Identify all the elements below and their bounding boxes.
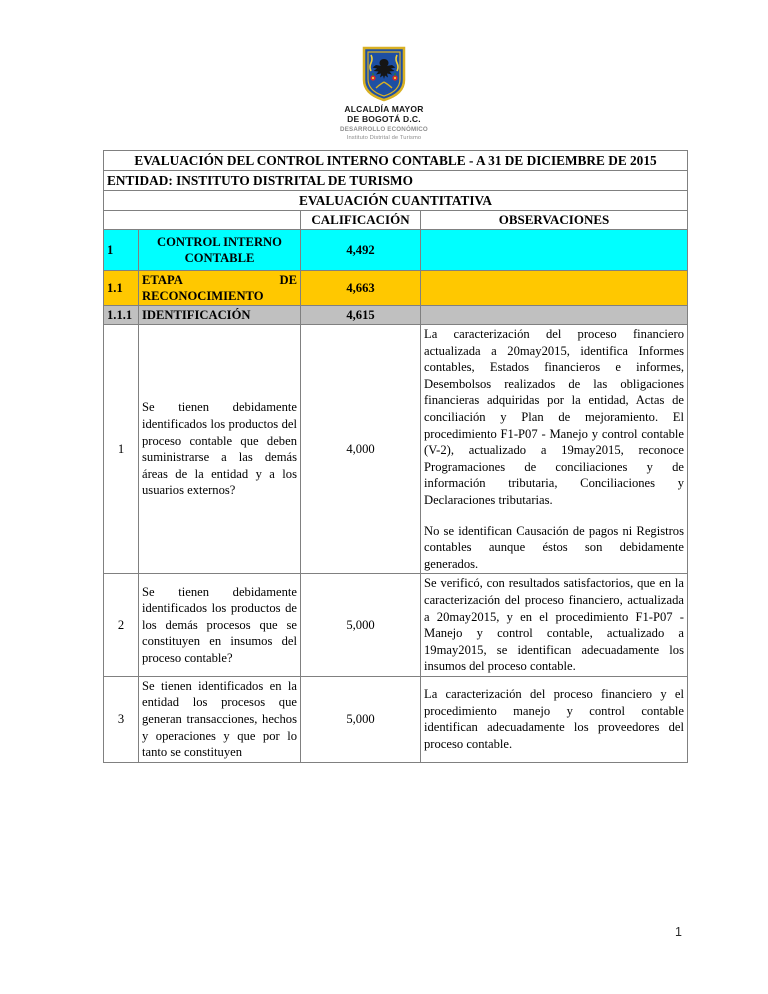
document-title: EVALUACIÓN DEL CONTROL INTERNO CONTABLE - A 31 DE DICIEMBRE DE 2015 <box>104 151 688 171</box>
question-observation <box>421 574 688 677</box>
bogota-coat-of-arms-icon <box>361 46 407 102</box>
logo-line-3: DESARROLLO ECONÓMICO <box>340 126 428 133</box>
observation-paragraph: No se identifican Causación de pagos ni Registros contables aunque éstos son debidamente generados. <box>424 523 684 571</box>
table-title-row <box>104 151 688 171</box>
summary-label: ETAPA DE RECONOCIMIENTO <box>139 271 301 306</box>
summary-code: 1 <box>104 230 139 271</box>
observation-paragraph: La caracterización del proceso financiero actualizada a 20may2015, identifica Informes contables, Estados financieros e informes, Desembolsos realizados de las obligaciones financieras adquiridas por la entidad, Actas de conciliación y Plan de mejoramiento. El procedimiento F1-P07 - Manejo y control contable (V-2), actualizado a 19may2015, reconoce Programaciones de conciliaciones y de información tributaria, Conciliaciones y Declaraciones tributarias. <box>424 327 684 507</box>
column-header-blank <box>104 211 301 230</box>
page-number: 1 <box>675 925 682 939</box>
logo-line-4: Instituto Distrital de Turismo <box>346 135 422 141</box>
question-number: 2 <box>104 574 139 677</box>
evaluation-table <box>103 150 688 763</box>
table-row <box>104 676 688 762</box>
summary-row-identificacion <box>104 306 688 325</box>
question-number: 1 <box>104 325 139 574</box>
institutional-logo <box>0 46 768 142</box>
question-score: 5,000 <box>301 676 421 762</box>
summary-observation <box>421 271 688 306</box>
table-row <box>104 325 688 574</box>
question-score: 5,000 <box>301 574 421 677</box>
column-header-observaciones: OBSERVACIONES <box>421 211 688 230</box>
table-column-header-row <box>104 211 688 230</box>
question-score: 4,000 <box>301 325 421 574</box>
summary-score: 4,615 <box>301 306 421 325</box>
table-row <box>104 574 688 677</box>
entity-label: ENTIDAD: INSTITUTO DISTRITAL DE TURISMO <box>104 171 688 191</box>
question-number: 3 <box>104 676 139 762</box>
logo-line-1: ALCALDÍA MAYOR <box>344 104 424 114</box>
question-observation <box>421 676 688 762</box>
question-observation <box>421 325 688 574</box>
question-text: Se tienen debidamente identificados los productos del proceso contable que deben suministrarse a las demás áreas de la entidad y a los usuarios externos? <box>139 325 301 574</box>
section-heading: EVALUACIÓN CUANTITATIVA <box>104 191 688 211</box>
summary-code: 1.1 <box>104 271 139 306</box>
question-text: Se tienen debidamente identificados los productos de los demás procesos que se constituyen en insumos del proceso contable? <box>139 574 301 677</box>
summary-code: 1.1.1 <box>104 306 139 325</box>
table-entity-row <box>104 171 688 191</box>
table-section-row <box>104 191 688 211</box>
summary-row-control-interno-contable <box>104 230 688 271</box>
observation-paragraph: Se verificó, con resultados satisfactorios, que en la caracterización del proceso financiero, actualizada a 20may2015, y en el procedimiento F1-P07 - Manejo y control contable, actualizado a 19may2015, se identifican adecuadamente los insumos del proceso contable. <box>424 576 684 674</box>
summary-label: CONTROL INTERNO CONTABLE <box>139 230 301 271</box>
summary-row-etapa-reconocimiento <box>104 271 688 306</box>
question-text: Se tienen identificados en la entidad los procesos que generan transacciones, hechos y operaciones y que por lo tanto se constituyen <box>139 676 301 762</box>
observation-paragraph: La caracterización del proceso financiero y el procedimiento manejo y control contable identifican adecuadamente los proveedores del proceso contable. <box>424 687 684 751</box>
logo-line-2: DE BOGOTÁ D.C. <box>347 114 421 124</box>
summary-score: 4,663 <box>301 271 421 306</box>
summary-observation <box>421 306 688 325</box>
summary-score: 4,492 <box>301 230 421 271</box>
summary-label: IDENTIFICACIÓN <box>139 306 301 325</box>
summary-observation <box>421 230 688 271</box>
column-header-calificacion: CALIFICACIÓN <box>301 211 421 230</box>
